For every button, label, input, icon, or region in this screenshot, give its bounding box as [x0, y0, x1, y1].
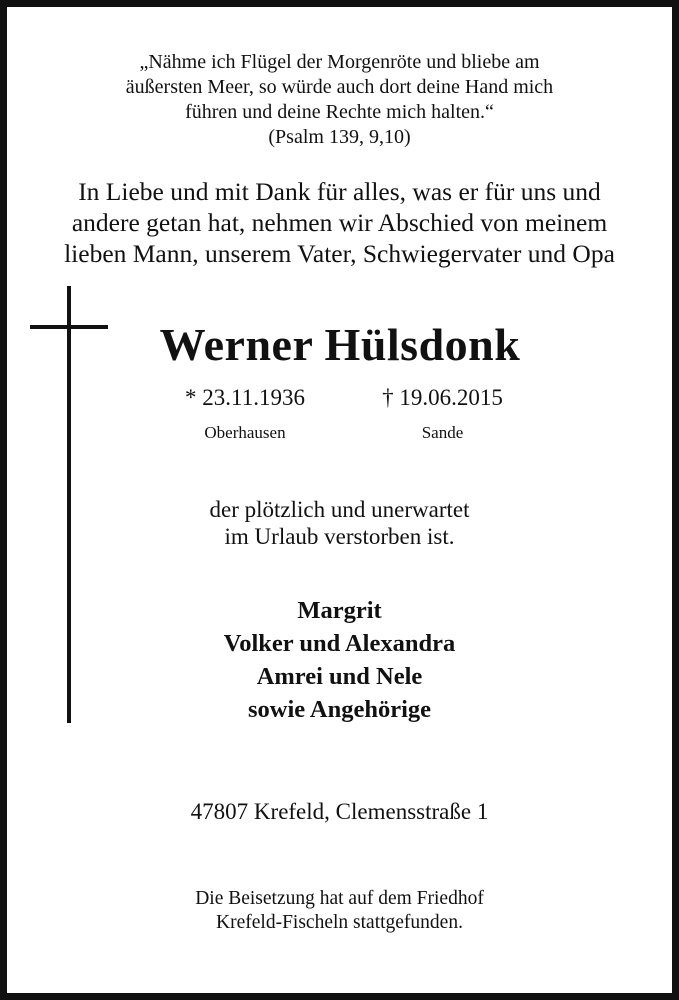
quote-line: „Nähme ich Flügel der Morgenröte und bliebe am — [139, 51, 540, 73]
mourner-name: sowie Angehörige — [247, 696, 432, 723]
address: 47807 Krefeld, Clemensstraße 1 — [190, 799, 489, 824]
intro-line: In Liebe und mit Dank für alles, was er für uns und — [78, 177, 601, 206]
quote-line: führen und deine Rechte mich halten.“ — [185, 101, 494, 123]
burial-notice — [0, 887, 679, 935]
cross-horizontal-bar — [30, 325, 108, 329]
intro-text — [0, 176, 679, 269]
death-circumstance — [0, 496, 679, 550]
intro-line: lieben Mann, unserem Vater, Schwiegervater und Opa — [64, 239, 615, 268]
deceased-name: Werner Hülsdonk — [159, 319, 521, 370]
circumstance-line: der plötzlich und unerwartet — [209, 497, 470, 522]
notice-line: Krefeld-Fischeln stattgefunden. — [216, 912, 463, 933]
birth-date: * 23.11.1936 — [185, 385, 305, 410]
circumstance-line: im Urlaub verstorben ist. — [224, 524, 455, 549]
intro-line: andere getan hat, nehmen wir Abschied von meinem — [71, 208, 608, 237]
notice-line: Die Beisetzung hat auf dem Friedhof — [195, 888, 484, 909]
quote-source: (Psalm 139, 9,10) — [268, 126, 411, 148]
quote-line: äußersten Meer, so würde auch dort deine Hand mich — [125, 76, 554, 98]
death-place: Sande — [421, 423, 464, 442]
mourners-list — [0, 594, 679, 726]
birth-place: Oberhausen — [204, 423, 286, 442]
death-date: † 19.06.2015 — [382, 385, 503, 410]
mourner-name: Volker und Alexandra — [223, 630, 456, 657]
mourner-name: Margrit — [297, 597, 382, 624]
mourner-name: Amrei und Nele — [256, 663, 423, 690]
psalm-quote — [0, 50, 679, 150]
